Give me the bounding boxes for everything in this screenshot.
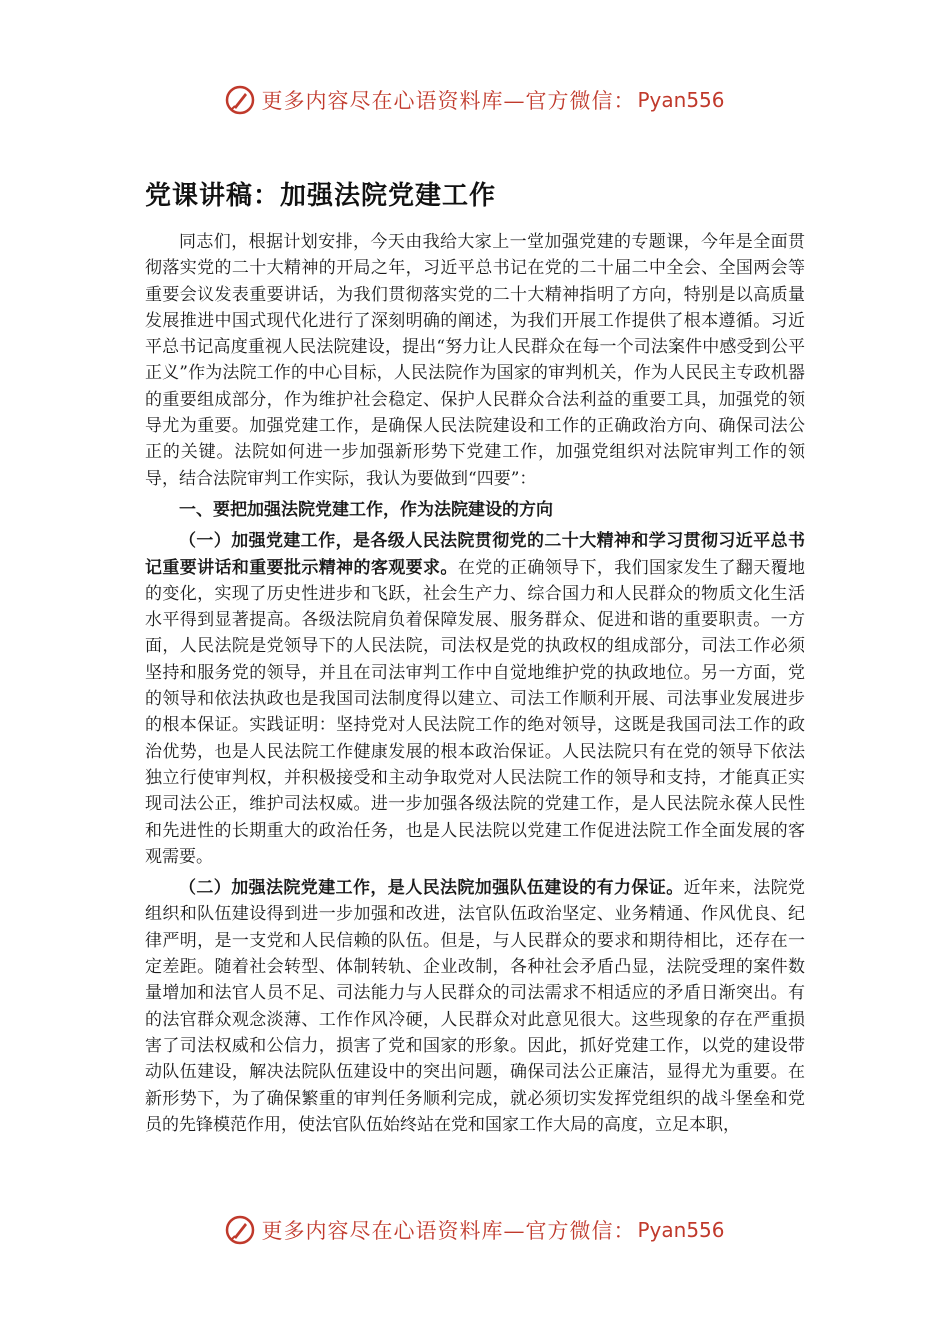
banner-wechat-id: Pyan556: [637, 88, 725, 112]
section-2-text: 近年来，法院党组织和队伍建设得到进一步加强和改进，法官队伍政治坚定、业务精通、作风优良、纪律严明，是一支党和人民信赖的队伍。但是，与人民群众的要求和期待相比，还存在一定差距。随着社会转型、体制转轨、企业改制，各种社会矛盾凸显，法院受理的案件数量增加和法官人员不足、司法能力与人民群众的司法需求不相适应的矛盾日渐突出。有的法官群众观念淡薄、工作作风冷硬，人民群众对此意见很大。这些现象的存在严重损害了司法权威和公信力，损害了党和国家的形象。因此，抓好党建工作，以党的建设带动队伍建设，解决法院队伍建设中的突出问题，确保司法公正廉洁，显得尤为重要。在新形势下，为了确保繁重的审判任务顺利完成，就必须切实发挥党组织的战斗堡垒和党员的先锋模范作用，使法官队伍始终站在党和国家工作大局的高度，立足本职，: [145, 878, 806, 1135]
intro-paragraph: 同志们，根据计划安排，今天由我给大家上一堂加强党建的专题课，今年是全面贯彻落实党的二十大精神的开局之年，习近平总书记在党的二十届二中全会、全国两会等重要会议发表重要讲话，为我们贯彻落实党的二十大精神指明了方向，特别是以高质量发展推进中国式现代化进行了深刻明确的阐述，为我们开展工作提供了根本遵循。习近平总书记高度重视人民法院建设，提出“努力让人民群众在每一个司法案件中感受到公平正义”作为法院工作的中心目标，人民法院作为国家的审判机关，作为人民民主专政机器的重要组成部分，作为维护社会稳定、保护人民群众合法利益的重要工具，加强党的领导尤为重要。加强党建工作，是确保人民法院建设和工作的正确政治方向、确保司法公正的关键。法院如何进一步加强新形势下党建工作，加强党组织对法院审判工作的领导，结合法院审判工作实际，我认为要做到“四要”：: [145, 232, 805, 489]
document-body: [145, 229, 805, 1138]
banner-text: 更多内容尽在心语资料库—官方微信：: [261, 1219, 636, 1243]
section-1-text: 在党的正确领导下，我们国家发生了翻天覆地的变化，实现了历史性进步和飞跃，社会生产力、综合国力和人民群众的物质文化生活水平得到显著提高。各级法院肩负着保障发展、服务群众、促进和谐的重要职责。一方面，人民法院是党领导下的人民法院，司法权是党的执政权的组成部分，司法工作必须坚持和服务党的领导，并且在司法审判工作中自觉地维护党的执政地位。另一方面，党的领导和依法执政也是我国司法制度得以建立、司法工作顺利开展、司法事业发展进步的根本保证。实践证明：坚持党对人民法院工作的绝对领导，这既是我国司法工作的政治优势，也是人民法院工作健康发展的根本政治保证。人民法院只有在党的领导下依法独立行使审判权，并积极接受和主动争取党对人民法院工作的领导和支持，才能真正实现司法公正，维护司法权威。进一步加强各级法院的党建工作，是人民法院永葆人民性和先进性的长期重大的政治任务，也是人民法院以党建工作促进法院工作全面发展的客观需要。: [145, 557, 806, 867]
section-paragraph-2: [145, 875, 805, 1138]
section-heading-1: 一、要把加强法院党建工作，作为法院建设的方向: [179, 499, 553, 520]
footer-banner: [0, 1210, 950, 1250]
section-1-lead: （一）加强党建工作，是各级人民法院贯彻党的二十大精神和学习贯彻习近平总书记重要讲话和重要批示精神的客观要求。: [145, 531, 805, 578]
header-banner: [0, 80, 950, 120]
banner-wechat-id: Pyan556: [637, 1218, 725, 1242]
section-2-lead: （二）加强法院党建工作，是人民法院加强队伍建设的有力保证。: [179, 878, 684, 899]
quill-logo-icon: [225, 85, 255, 115]
banner-text: 更多内容尽在心语资料库—官方微信：: [261, 89, 636, 113]
section-paragraph-1: [145, 528, 805, 870]
page-title: 党课讲稿：加强法院党建工作: [145, 181, 497, 211]
quill-logo-icon: [225, 1215, 255, 1245]
